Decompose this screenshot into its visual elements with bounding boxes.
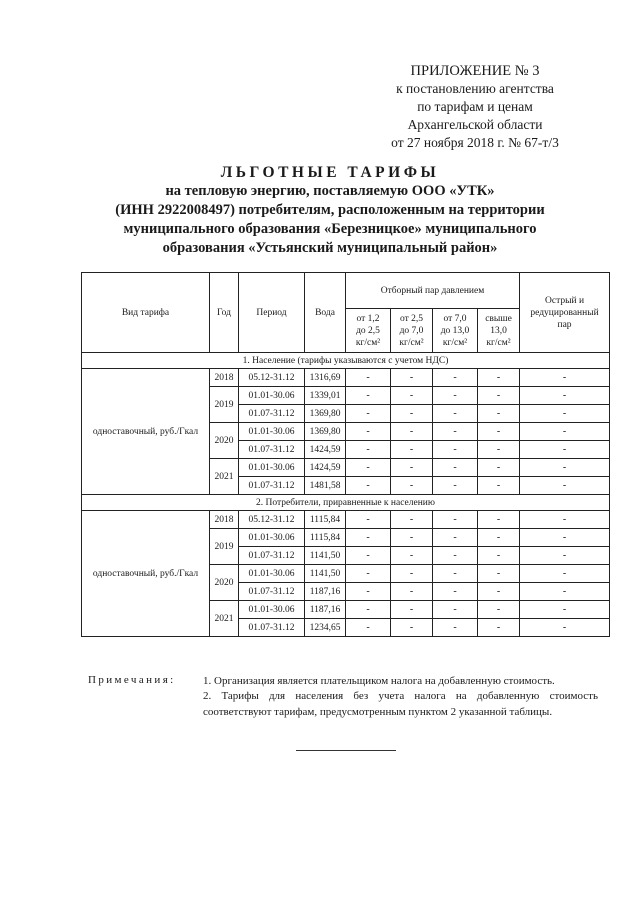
header-tariff-type: Вид тарифа (82, 273, 210, 353)
empty-value-cell: - (433, 619, 478, 637)
empty-value-cell: - (391, 583, 433, 601)
year-cell: 2020 (210, 423, 239, 459)
empty-value-cell: - (391, 369, 433, 387)
empty-value-cell: - (520, 511, 610, 529)
empty-value-cell: - (391, 619, 433, 637)
year-cell: 2021 (210, 459, 239, 495)
water-tariff-cell: 1141,50 (305, 547, 346, 565)
header-line: пар (557, 319, 572, 330)
header-line: Острый и (545, 295, 585, 306)
header-steam-pressure (346, 309, 391, 353)
empty-value-cell: - (346, 369, 391, 387)
empty-value-cell: - (346, 619, 391, 637)
empty-value-cell: - (346, 511, 391, 529)
empty-value-cell: - (433, 369, 478, 387)
empty-value-cell: - (520, 583, 610, 601)
section-title: 2. Потребители, приравненные к населению (82, 495, 610, 511)
empty-value-cell: - (391, 529, 433, 547)
empty-value-cell: - (433, 511, 478, 529)
title-line: (ИНН 2922008497) потребителям, расположенным на территории (115, 202, 545, 218)
empty-value-cell: - (346, 583, 391, 601)
water-tariff-cell: 1115,84 (305, 511, 346, 529)
empty-value-cell: - (520, 601, 610, 619)
empty-value-cell: - (433, 565, 478, 583)
empty-value-cell: - (478, 441, 520, 459)
empty-value-cell: - (478, 583, 520, 601)
header-line: до 2,5 (356, 325, 380, 336)
empty-value-cell: - (391, 601, 433, 619)
appendix-line: Архангельской области (407, 117, 543, 132)
empty-value-cell: - (478, 529, 520, 547)
empty-value-cell: - (391, 441, 433, 459)
empty-value-cell: - (478, 547, 520, 565)
header-line: свыше (485, 313, 512, 324)
appendix-line: ПРИЛОЖЕНИЕ № 3 (410, 63, 540, 79)
header-period: Период (239, 273, 305, 353)
document-title (70, 163, 590, 258)
header-steam-pressure (391, 309, 433, 353)
water-tariff-cell: 1187,16 (305, 583, 346, 601)
period-cell: 01.07-31.12 (239, 619, 305, 637)
year-cell: 2018 (210, 369, 239, 387)
period-cell: 01.01-30.06 (239, 387, 305, 405)
title-line: на тепловую энергию, поставляемую ООО «УТК» (165, 183, 495, 199)
empty-value-cell: - (478, 511, 520, 529)
empty-value-cell: - (346, 547, 391, 565)
divider-line (296, 750, 396, 751)
year-cell: 2018 (210, 511, 239, 529)
year-cell: 2020 (210, 565, 239, 601)
water-tariff-cell: 1141,50 (305, 565, 346, 583)
empty-value-cell: - (478, 423, 520, 441)
empty-value-cell: - (520, 565, 610, 583)
empty-value-cell: - (391, 387, 433, 405)
period-cell: 01.07-31.12 (239, 477, 305, 495)
header-line: кг/см² (442, 337, 468, 348)
empty-value-cell: - (391, 565, 433, 583)
title-line: ЛЬГОТНЫЕ ТАРИФЫ (220, 164, 440, 181)
empty-value-cell: - (520, 459, 610, 477)
empty-value-cell: - (391, 405, 433, 423)
empty-value-cell: - (391, 423, 433, 441)
empty-value-cell: - (433, 405, 478, 423)
empty-value-cell: - (433, 423, 478, 441)
period-cell: 05.12-31.12 (239, 369, 305, 387)
title-line: образования «Устьянский муниципальный район» (162, 240, 498, 256)
header-line: от 1,2 (356, 313, 380, 324)
empty-value-cell: - (346, 459, 391, 477)
empty-value-cell: - (478, 477, 520, 495)
header-line: от 2,5 (399, 313, 424, 324)
water-tariff-cell: 1481,58 (305, 477, 346, 495)
appendix-line: от 27 ноября 2018 г. № 67-т/3 (391, 135, 559, 150)
water-tariff-cell: 1187,16 (305, 601, 346, 619)
empty-value-cell: - (520, 405, 610, 423)
period-cell: 01.01-30.06 (239, 423, 305, 441)
header-steam: Отборный пар давлением (346, 273, 520, 309)
notes-label: Примечания: (88, 674, 176, 686)
empty-value-cell: - (346, 387, 391, 405)
note-item: 2. Тарифы для населения без учета налога на добавленную стоимость соответствуют тарифам, предусмотренным пунктом 2 указанной таблицы. (203, 690, 598, 718)
year-cell: 2019 (210, 387, 239, 423)
header-line: редуцированный (530, 307, 599, 318)
header-line: 13,0 (490, 325, 507, 336)
tariff-table (81, 272, 610, 637)
header-line: до 13,0 (440, 325, 470, 336)
title-line: муниципального образования «Березницкое» муниципального (123, 221, 537, 237)
period-cell: 01.07-31.12 (239, 441, 305, 459)
header-sharp-steam (520, 273, 610, 353)
period-cell: 05.12-31.12 (239, 511, 305, 529)
empty-value-cell: - (433, 459, 478, 477)
period-cell: 01.07-31.12 (239, 547, 305, 565)
period-cell: 01.01-30.06 (239, 565, 305, 583)
empty-value-cell: - (346, 601, 391, 619)
water-tariff-cell: 1369,80 (305, 405, 346, 423)
header-water: Вода (305, 273, 346, 353)
empty-value-cell: - (391, 547, 433, 565)
water-tariff-cell: 1316,69 (305, 369, 346, 387)
section-title: 1. Население (тарифы указываются с учетом НДС) (82, 353, 610, 369)
empty-value-cell: - (433, 529, 478, 547)
year-cell: 2019 (210, 529, 239, 565)
water-tariff-cell: 1369,80 (305, 423, 346, 441)
empty-value-cell: - (478, 405, 520, 423)
header-steam-pressure (478, 309, 520, 353)
empty-value-cell: - (433, 601, 478, 619)
empty-value-cell: - (478, 369, 520, 387)
empty-value-cell: - (520, 619, 610, 637)
tariff-type-cell: одноставочный, руб./Гкал (82, 511, 210, 637)
empty-value-cell: - (520, 387, 610, 405)
empty-value-cell: - (520, 441, 610, 459)
table-row (82, 369, 610, 387)
table-row (82, 511, 610, 529)
note-item: 1. Организация является плательщиком налога на добавленную стоимость. (203, 675, 555, 687)
empty-value-cell: - (433, 583, 478, 601)
period-cell: 01.01-30.06 (239, 529, 305, 547)
appendix-line: к постановлению агентства (396, 81, 554, 96)
appendix-line: по тарифам и ценам (417, 99, 533, 114)
appendix-header (340, 62, 610, 152)
empty-value-cell: - (520, 369, 610, 387)
header-line: кг/см² (486, 337, 511, 348)
period-cell: 01.07-31.12 (239, 583, 305, 601)
empty-value-cell: - (520, 529, 610, 547)
empty-value-cell: - (346, 423, 391, 441)
empty-value-cell: - (346, 441, 391, 459)
period-cell: 01.07-31.12 (239, 405, 305, 423)
header-line: кг/см² (399, 337, 424, 348)
empty-value-cell: - (346, 477, 391, 495)
header-line: от 7,0 (443, 313, 467, 324)
empty-value-cell: - (346, 565, 391, 583)
year-cell: 2021 (210, 601, 239, 637)
empty-value-cell: - (520, 423, 610, 441)
water-tariff-cell: 1424,59 (305, 441, 346, 459)
empty-value-cell: - (478, 565, 520, 583)
empty-value-cell: - (391, 511, 433, 529)
empty-value-cell: - (433, 477, 478, 495)
header-steam-pressure (433, 309, 478, 353)
empty-value-cell: - (391, 459, 433, 477)
empty-value-cell: - (520, 477, 610, 495)
empty-value-cell: - (433, 387, 478, 405)
empty-value-cell: - (478, 459, 520, 477)
water-tariff-cell: 1339,01 (305, 387, 346, 405)
tariff-type-cell: одноставочный, руб./Гкал (82, 369, 210, 495)
water-tariff-cell: 1424,59 (305, 459, 346, 477)
empty-value-cell: - (391, 477, 433, 495)
period-cell: 01.01-30.06 (239, 459, 305, 477)
water-tariff-cell: 1115,84 (305, 529, 346, 547)
empty-value-cell: - (346, 529, 391, 547)
empty-value-cell: - (520, 547, 610, 565)
empty-value-cell: - (433, 441, 478, 459)
empty-value-cell: - (433, 547, 478, 565)
header-year: Год (210, 273, 239, 353)
empty-value-cell: - (478, 619, 520, 637)
empty-value-cell: - (478, 601, 520, 619)
header-line: кг/см² (355, 337, 381, 348)
header-line: до 7,0 (399, 325, 424, 336)
empty-value-cell: - (346, 405, 391, 423)
empty-value-cell: - (478, 387, 520, 405)
period-cell: 01.01-30.06 (239, 601, 305, 619)
water-tariff-cell: 1234,65 (305, 619, 346, 637)
